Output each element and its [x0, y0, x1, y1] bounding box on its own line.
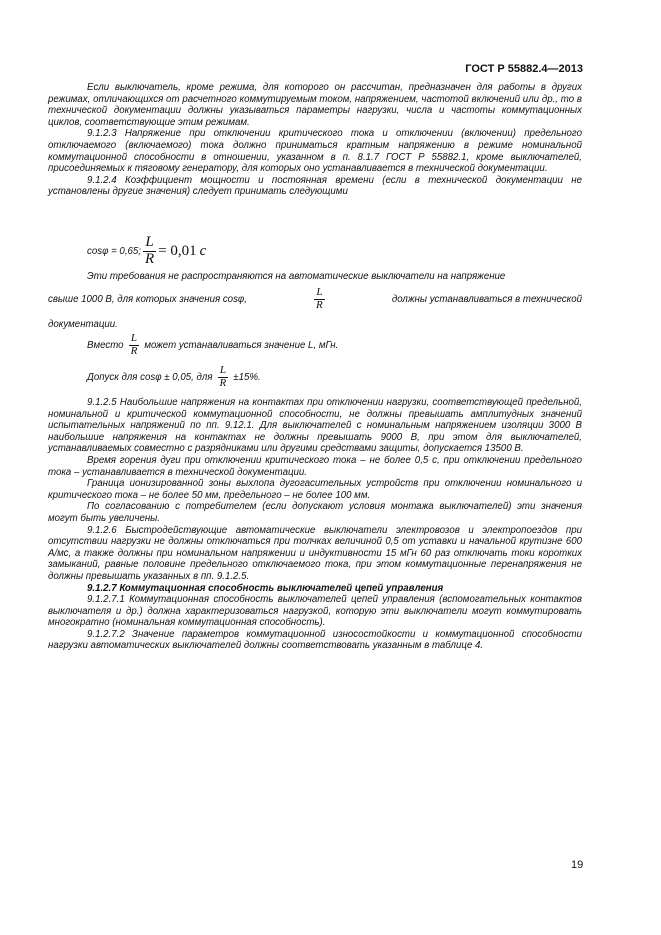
body-text-top	[48, 82, 582, 198]
paragraph: Время горения дуги при отключении критического тока – не более 0,5 с, при отключении предельного тока – устанавливается в технической документации.	[48, 454, 582, 478]
tolerance-fraction-denominator: R	[219, 376, 227, 389]
formula-cos-text: cosφ = 0,65;	[87, 245, 141, 257]
inline-fraction	[314, 287, 325, 311]
formula-rhs: = 0,01	[158, 242, 197, 259]
instead-text-before: Вместо	[87, 339, 124, 351]
paragraph: 9.1.2.5 Наибольшие напряжения на контактах при отключении нагрузки, соответствующей предельной, номинальной и критической коммутационной способности, не должны превышать амплитудных значений испытательных напряжений по пп. 9.12.1. Для выключателей с номинальным напряжением изоляции 3000 В наибольшие напряжения на контактах не должны превышать 9000 В, при этом для выключателей, устанавливаемых совместно с разрядниками или другими средствами защиты, допускается 13500 В.	[48, 397, 582, 455]
inline-fraction-numerator: L	[316, 286, 323, 298]
formula-denominator: R	[144, 250, 155, 267]
formula-cos-phi	[87, 235, 206, 268]
instead-fraction-denominator: R	[130, 344, 138, 357]
restriction-text-tail: документации.	[48, 319, 118, 330]
instead-fraction	[129, 333, 140, 357]
document-code: ГОСТ Р 55882.4—2013	[465, 63, 583, 75]
restriction-text-end: должны устанавливаться в технической	[391, 293, 582, 305]
paragraph: 9.1.2.7.2 Значение параметров коммутационной износостойкости и коммутационной способности нагрузки автоматических выключателей должны соответствовать указанным в таблице 4.	[48, 628, 582, 652]
page-number: 19	[571, 859, 584, 871]
paragraph: Граница ионизированной зоны выхлопа дугогасительных устройств при отключении номинального и критического тока – не более 50 мм, предельного – не более 100 мм.	[48, 478, 582, 501]
body-text-restriction	[48, 271, 582, 283]
paragraph: Если выключатель, кроме режима, для которого он рассчитан, предназначен для работы в других режимах, отличающихся от расчетного коммутируемым током, напряжением, частотой включений или др., то в технической документации должны указываться параметры нагрузки, числа и частоты коммутационных циклов, соответствующие этим режимам.	[48, 82, 582, 128]
inline-fraction-denominator: R	[316, 298, 323, 311]
instead-fraction-numerator: L	[130, 332, 137, 344]
tolerance-line	[87, 365, 261, 389]
restriction-line-3	[48, 319, 118, 330]
formula-unit: c	[199, 242, 207, 259]
paragraph: По согласованию с потребителем (если допускают условия монтажа выключателей) эти значения могут быть увеличены.	[48, 501, 582, 524]
section-heading: 9.1.2.7 Коммутационная способность выключателей цепей управления	[87, 582, 444, 594]
restriction-text-start: свыше 1000 В, для которых значения cosφ,	[48, 293, 247, 305]
restriction-line-2	[48, 287, 582, 311]
instead-line	[87, 333, 338, 357]
tolerance-fraction-numerator: L	[219, 364, 226, 376]
paragraph: 9.1.2.3 Напряжение при отключении критического тока и отключении (включении) предельного отключаемого (включаемого) тока должно приниматься кратным напряжению в режиме номинальной коммутационной способности в отношении, указанном в п. 8.1.7 ГОСТ Р 55882.1, кроме выключателей, присоединяемых к тяговому генератору, для которых оно устанавливается в технической документации.	[48, 128, 582, 175]
formula-fraction	[143, 235, 156, 268]
paragraph: 9.1.2.4 Коэффициент мощности и постоянная времени (если в технической документации не установлены другие значения) следует принимать следующими	[48, 174, 582, 198]
paragraph: 9.1.2.7.1 Коммутационная способность выключателей цепей управления (вспомогательных контактов выключателя и др.) должна характеризоваться нагрузкой, которую эти выключатели могут коммутировать многократно (номинальная коммутационная способность).	[48, 594, 582, 629]
tolerance-text-after: ±15%.	[233, 371, 261, 383]
paragraph: 9.1.2.6 Быстродействующие автоматические выключатели электровозов и электропоездов при отсутствии нагрузки не должны отключаться при толчках величиной 0,5 от уставки и начальной крутизне 600 А/мс, а также должны при номинальном напряжении и индуктивности 15 мГн 60 раз отключать токи коротких замыканий, равные половине предельного отключаемого тока, при этом коммутационные перенапряжения не должны превышать указанных в пп. 9.1.2.5.	[48, 524, 582, 582]
formula-numerator: L	[145, 234, 154, 250]
body-text-bottom	[48, 397, 582, 652]
tolerance-text-before: Допуск для cosφ ± 0,05, для	[87, 371, 213, 383]
paragraph: Эти требования не распространяются на автоматические выключатели на напряжение	[87, 271, 506, 282]
instead-text-after: может устанавливаться значение L, мГн.	[144, 339, 339, 351]
tolerance-fraction	[218, 365, 229, 389]
